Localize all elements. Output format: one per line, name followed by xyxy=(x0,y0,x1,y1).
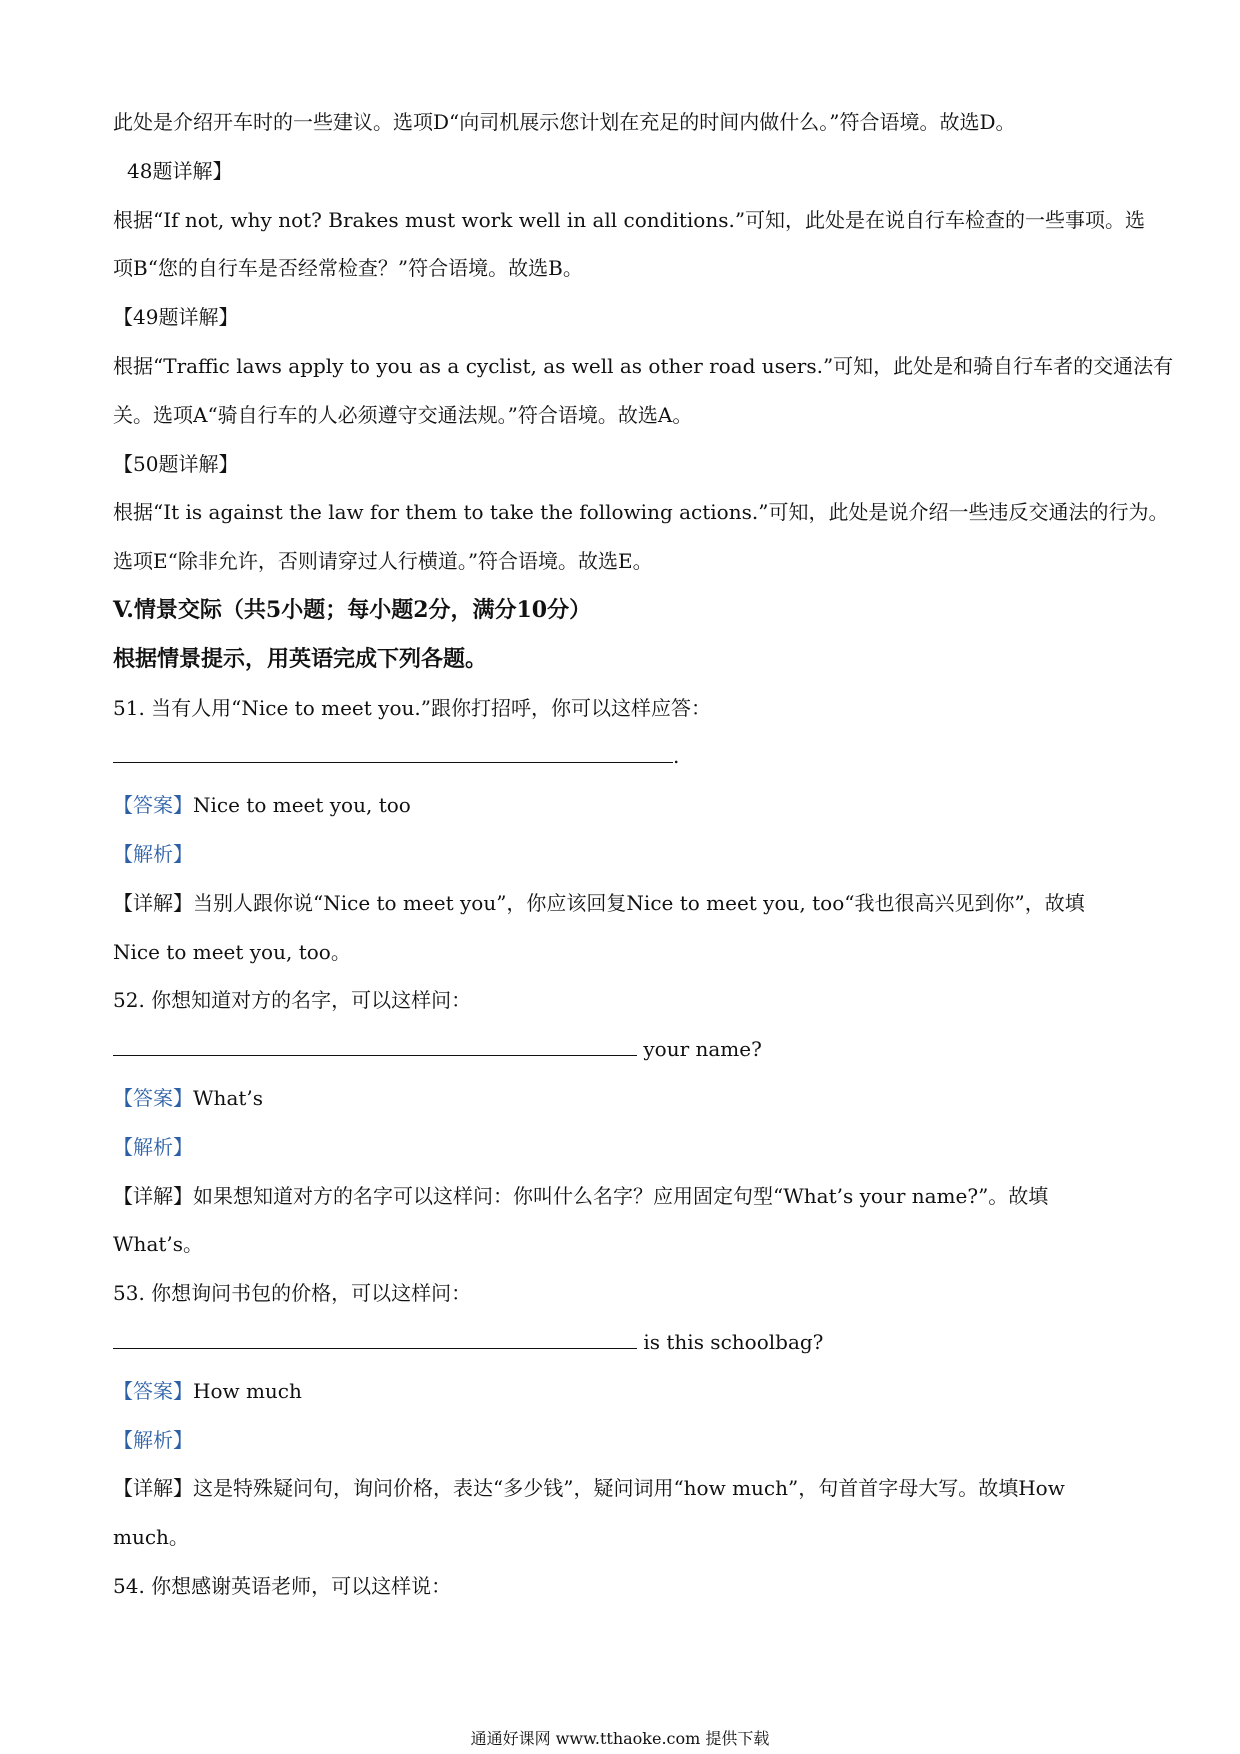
question-prompt-53: 53. 你想询问书包的价格，可以这样问： xyxy=(113,1281,472,1306)
answer-line-52 xyxy=(113,1025,1133,1074)
sub-heading-49: 【49题详解】 xyxy=(113,305,239,330)
paragraph: 根据“It is against the law for them to take the following actions.”可知，此处是说介绍一些违反交通法的行为。 xyxy=(113,500,1169,525)
paragraph: 关。选项A“骑自行车的人必须遵守交通法规。”符合语境。故选A。 xyxy=(113,402,693,427)
question-prompt-54: 54. 你想感谢英语老师，可以这样说： xyxy=(113,1573,452,1598)
blank-suffix: your name? xyxy=(637,1037,762,1062)
section-instruction: 根据情景提示，用英语完成下列各题。 xyxy=(113,645,488,672)
question-prompt-51: 51. 当有人用“Nice to meet you.”跟你打招呼，你可以这样应答： xyxy=(113,695,711,720)
answer-text: How much xyxy=(193,1378,302,1403)
answer-53 xyxy=(113,1367,1133,1416)
blank-suffix: . xyxy=(673,744,680,769)
section-heading: V.情景交际（共5小题；每小题2分，满分10分） xyxy=(113,596,592,623)
paragraph: 根据“Traffic laws apply to you as a cyclist, as well as other road users.”可知，此处是和骑自行车者的交通法有 xyxy=(113,353,1174,378)
analysis-tag-52: 【解析】 xyxy=(113,1134,193,1159)
blank-suffix: is this schoolbag? xyxy=(637,1329,824,1354)
detail-52-line2: What’s。 xyxy=(113,1232,204,1257)
detail-53-line1: 【详解】这是特殊疑问句，询问价格，表达“多少钱”，疑问词用“how much”，句首首字母大写。故填How xyxy=(113,1476,1065,1501)
detail-51-line2: Nice to meet you, too。 xyxy=(113,939,351,964)
answer-blank xyxy=(113,1031,637,1056)
page-footer: 通通好课网 www.tthaoke.com 提供下载 xyxy=(470,1729,770,1748)
answer-tag: 【答案】 xyxy=(113,793,193,818)
detail-51-line1: 【详解】当别人跟你说“Nice to meet you”，你应该回复Nice to meet you, too“我也很高兴见到你”，故填 xyxy=(113,890,1085,915)
detail-52-line1: 【详解】如果想知道对方的名字可以这样问：你叫什么名字？应用固定句型“What’s your name?”。故填 xyxy=(113,1183,1049,1208)
analysis-tag-53: 【解析】 xyxy=(113,1427,193,1452)
answer-tag: 【答案】 xyxy=(113,1085,193,1110)
answer-51 xyxy=(113,781,1133,830)
answer-line-51 xyxy=(113,732,1133,781)
answer-text: What’s xyxy=(193,1085,264,1110)
paragraph: 项B“您的自行车是否经常检查？”符合语境。故选B。 xyxy=(113,256,583,281)
sub-heading-48: 48题详解】 xyxy=(127,158,233,183)
paragraph: 根据“If not, why not? Brakes must work well in all conditions.”可知，此处是在说自行车检查的一些事项。选 xyxy=(113,207,1146,232)
detail-53-line2: much。 xyxy=(113,1525,189,1550)
paragraph: 选项E“除非允许，否则请穿过人行横道。”符合语境。故选E。 xyxy=(113,549,653,574)
answer-52 xyxy=(113,1074,1133,1123)
paragraph: 此处是介绍开车时的一些建议。选项D“向司机展示您计划在充足的时间内做什么。”符合语境。故选D。 xyxy=(113,110,1016,134)
question-prompt-52: 52. 你想知道对方的名字，可以这样问： xyxy=(113,988,472,1013)
answer-tag: 【答案】 xyxy=(113,1378,193,1403)
answer-blank xyxy=(113,1324,637,1349)
page-content xyxy=(113,98,1174,1611)
answer-text: Nice to meet you, too xyxy=(193,793,411,818)
answer-blank xyxy=(113,738,673,763)
answer-line-53 xyxy=(113,1318,1133,1367)
analysis-tag-51: 【解析】 xyxy=(113,841,193,866)
sub-heading-50: 【50题详解】 xyxy=(113,451,239,476)
